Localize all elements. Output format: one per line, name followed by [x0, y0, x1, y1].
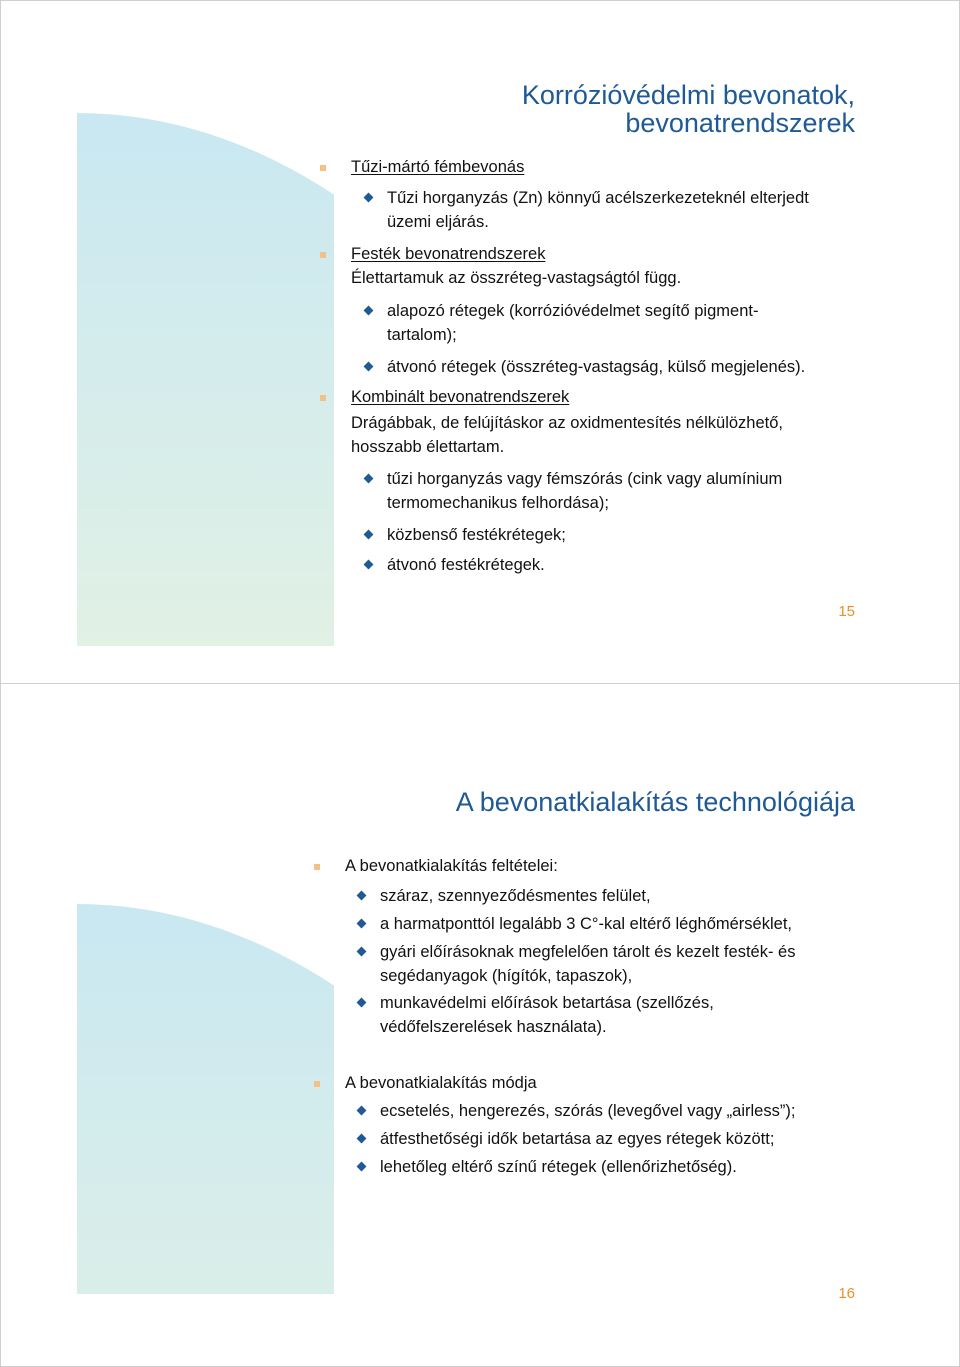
square-bullet-icon	[314, 864, 320, 870]
section-heading-modja: A bevonatkialakítás módja	[345, 1071, 537, 1095]
list-item: a harmatponttól legalább 3 C°-kal eltérő léghőmérséklet,	[380, 912, 792, 936]
diamond-bullet-icon	[364, 560, 374, 570]
background-gradient-shape	[77, 794, 334, 1294]
list-item: ecsetelés, hengerezés, szórás (levegővel vagy „airless”);	[380, 1099, 795, 1123]
diamond-bullet-icon	[357, 998, 367, 1008]
diamond-bullet-icon	[364, 362, 374, 372]
square-bullet-icon	[320, 165, 326, 171]
list-item: átfesthetőségi idők betartása az egyes rétegek között;	[380, 1127, 774, 1151]
background-gradient-shape	[77, 113, 334, 646]
list-item: tűzi horganyzás vagy fémszórás (cink vagy alumínium termomechanikus felhordása);	[387, 467, 782, 515]
square-bullet-icon	[314, 1081, 320, 1087]
diamond-bullet-icon	[357, 1162, 367, 1172]
list-item: alapozó rétegek (korrózióvédelmet segítő pigment- tartalom);	[387, 299, 758, 347]
square-bullet-icon	[320, 252, 326, 258]
diamond-bullet-icon	[357, 891, 367, 901]
slide-title: A bevonatkialakítás technológiája	[455, 787, 855, 817]
list-item: átvonó rétegek (összréteg-vastagság, külső megjelenés).	[387, 355, 805, 379]
list-item: átvonó festékrétegek.	[387, 553, 545, 577]
list-item: közbenső festékrétegek;	[387, 523, 566, 547]
diamond-bullet-icon	[364, 530, 374, 540]
section-text: Élettartamuk az összréteg-vastagságtól függ.	[351, 269, 682, 287]
diamond-bullet-icon	[357, 919, 367, 929]
diamond-bullet-icon	[357, 1106, 367, 1116]
slide-title: Korrózióvédelmi bevonatok, bevonatrendszerek	[521, 80, 855, 138]
section-text: Drágábbak, de felújításkor az oxidmentesítés nélkülözhető, hosszabb élettartam.	[351, 414, 783, 456]
list-item: lehetőleg eltérő színű rétegek (ellenőrizhetőség).	[380, 1155, 737, 1179]
section-heading-feltetelek: A bevonatkialakítás feltételei:	[345, 854, 558, 878]
diamond-bullet-icon	[364, 306, 374, 316]
page-number: 16	[838, 1285, 855, 1302]
section-heading-kombinalt: Kombinált bevonatrendszerek	[351, 385, 569, 409]
diamond-bullet-icon	[364, 193, 374, 203]
diamond-bullet-icon	[357, 1134, 367, 1144]
page-number: 15	[838, 603, 855, 620]
section-heading-festek: Festék bevonatrendszerek	[351, 242, 545, 266]
square-bullet-icon	[320, 395, 326, 401]
list-item: száraz, szennyeződésmentes felület,	[380, 884, 651, 908]
diamond-bullet-icon	[357, 947, 367, 957]
list-item: Tűzi horganyzás (Zn) könnyű acélszerkezeteknél elterjedt üzemi eljárás.	[387, 186, 809, 234]
section-heading-tuzi-marto: Tűzi-mártó fémbevonás	[351, 155, 524, 179]
list-item: munkavédelmi előírások betartása (szellőzés, védőfelszerelések használata).	[380, 991, 714, 1039]
diamond-bullet-icon	[364, 474, 374, 484]
list-item: gyári előírásoknak megfelelően tárolt és kezelt festék- és segédanyagok (hígítók, tapaszok),	[380, 940, 795, 988]
slide-16	[0, 683, 960, 1367]
